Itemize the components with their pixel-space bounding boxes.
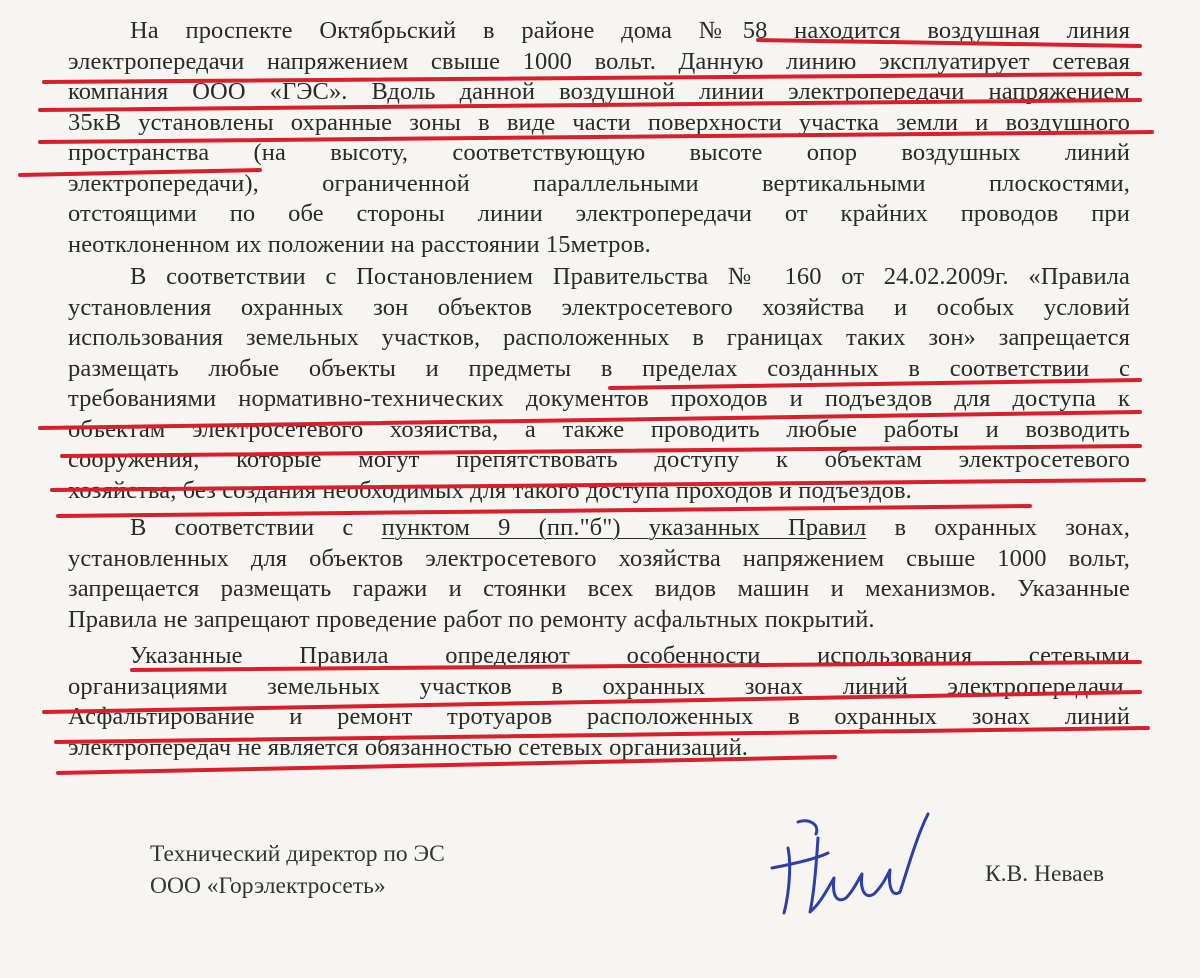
- text-line: неотклоненном их положении на расстоянии 15метров.: [68, 230, 651, 258]
- text-line: 35кВ установлены охранные зоны в виде части поверхности участка земли и воздушного: [68, 108, 1130, 136]
- paragraph-conclusion: [68, 641, 1130, 763]
- text-line: организациями земельных участков в охранных зонах линий электропередачи.: [68, 672, 1130, 700]
- text-fragment: В соответствии с: [130, 514, 382, 541]
- rule-reference: пунктом 9 (пп."б") указанных Правил: [381, 514, 867, 541]
- signatory-organization: ООО «Горэлектросеть»: [150, 873, 386, 899]
- text-line: В соответствии с Постановлением Правительства № 160 от 24.02.2009г. «Правила: [130, 263, 1130, 290]
- paragraph-government-decree: [68, 262, 1130, 506]
- handwritten-signature: [758, 808, 938, 928]
- text-line: объектам электросетевого хозяйства, а также проводить любые работы и возводить: [68, 415, 1130, 443]
- text-line: сооружения, которые могут препятствовать доступу к объектам электросетевого: [68, 446, 1130, 473]
- text-line: установленных для объектов электросетевого хозяйства напряжением свыше 1000 вольт,: [68, 544, 1130, 572]
- text-line: Указанные Правила определяют особенности использования сетевыми: [130, 642, 1130, 669]
- text-line: [68, 513, 1130, 544]
- signatory-block: [150, 838, 445, 902]
- text-line: Правила не запрещают проведение работ по ремонту асфальтных покрытий.: [68, 605, 875, 633]
- text-line: отстоящими по обе стороны линии электропередачи от крайних проводов при: [68, 200, 1130, 227]
- text-line: электропередачи напряжением свыше 1000 вольт. Данную линию эксплуатирует сетевая: [68, 47, 1130, 75]
- text-fragment: в охранных зонах,: [866, 514, 1130, 541]
- text-line: Асфальтирование и ремонт тротуаров расположенных в охранных зонах линий: [68, 703, 1130, 730]
- text-line: запрещается размещать гаражи и стоянки всех видов машин и механизмов. Указанные: [68, 575, 1130, 602]
- text-line: На проспекте Октябрьский в районе дома №58 находится воздушная линия: [130, 17, 1130, 44]
- text-line: электропередач не является обязанностью сетевых организаций.: [68, 733, 749, 761]
- paragraph-rule-clause: [68, 513, 1130, 635]
- signatory-position: Технический директор по ЭС: [150, 841, 445, 867]
- text-line: установления охранных зон объектов электросетевого хозяйства и особых условий: [68, 293, 1130, 321]
- text-line: использования земельных участков, расположенных в границах таких зон» запрещается: [68, 324, 1130, 351]
- paragraph-overhead-line: [68, 16, 1130, 260]
- text-line: требованиями нормативно-технических документов проходов и подъездов для доступа к: [68, 385, 1130, 412]
- text-line: электропередачи), ограниченной параллельными вертикальными плоскостями,: [68, 169, 1130, 197]
- text-line: компания ООО «ГЭС». Вдоль данной воздушной линии электропередачи напряжением: [68, 78, 1130, 105]
- text-line: размещать любые объекты и предметы в пределах созданных в соответствии с: [68, 354, 1130, 382]
- text-line: пространства (на высоту, соответствующую высоте опор воздушных линий: [68, 139, 1130, 166]
- text-line: хозяйства, без создания необходимых для такого доступа проходов и подъездов.: [68, 476, 912, 504]
- signatory-name: К.В. Неваев: [985, 861, 1105, 887]
